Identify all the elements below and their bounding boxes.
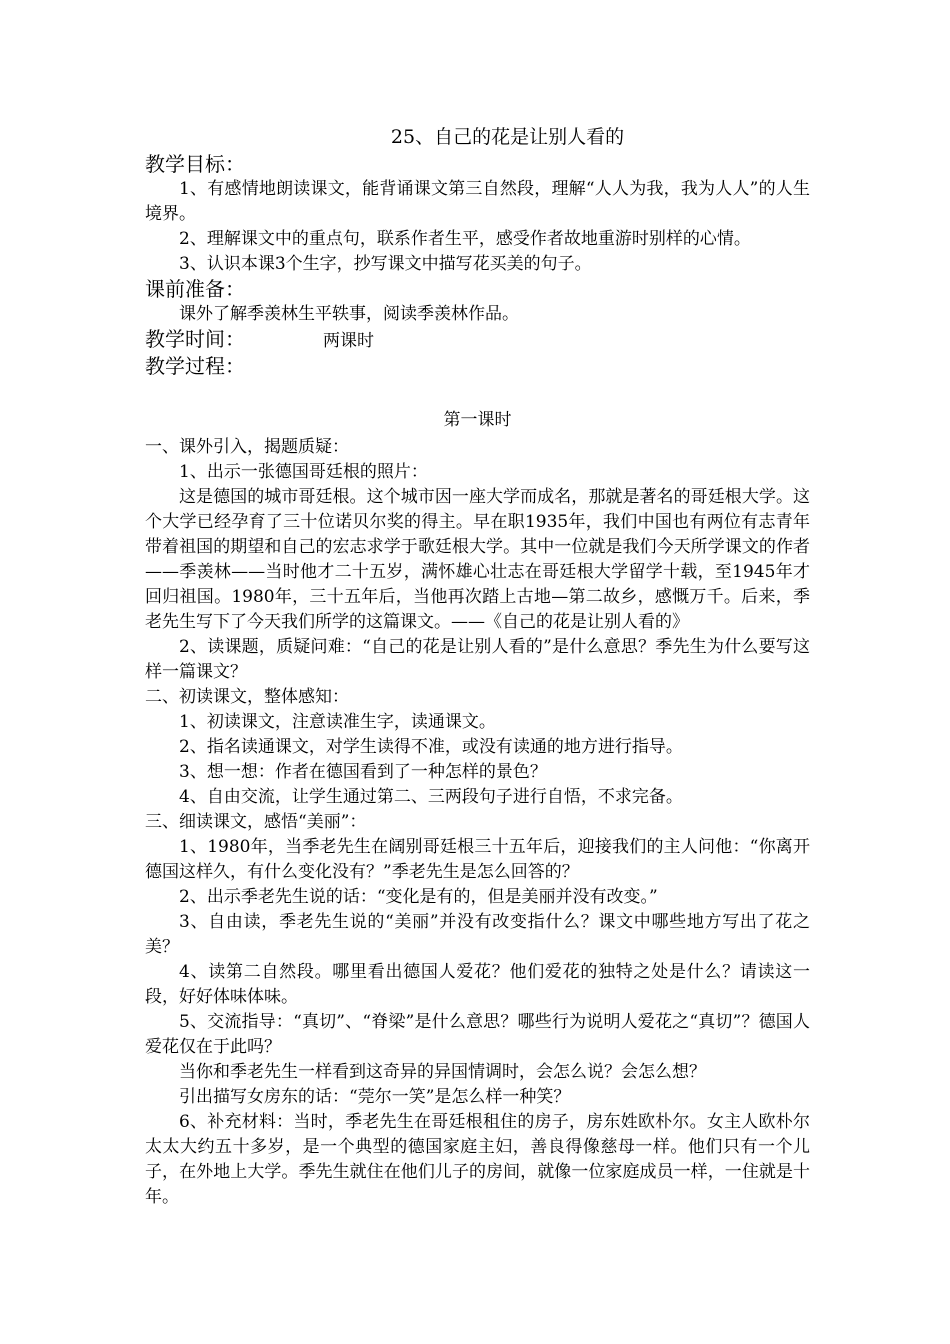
objectives-heading: 教学目标： bbox=[145, 152, 245, 176]
prep-text: 课外了解季羡林生平轶事，阅读季羡林作品。 bbox=[179, 304, 519, 324]
teaching-time-value: 两课时 bbox=[323, 331, 374, 351]
paragraph: 当你和季老先生一样看到这奇异的异国情调时，会怎么说？会怎么想？ bbox=[179, 1062, 706, 1082]
objective-item: 3、认识本课3个生字，抄写课文中描写花买美的句子。 bbox=[179, 254, 592, 274]
paragraph: 引出描写女房东的话：“莞尔一笑”是怎么样一种笑？ bbox=[179, 1087, 571, 1107]
paragraph: 1、初读课文，注意读准生字，读通课文。 bbox=[179, 712, 496, 732]
document-content bbox=[145, 122, 810, 1210]
paragraph: 2、读课题，质疑问难：“自己的花是让别人看的”是什么意思？季先生为什么要写这样一篇课文？ bbox=[145, 637, 810, 682]
objective-item: 2、理解课文中的重点句，联系作者生平，感受作者故地重游时别样的心情。 bbox=[179, 229, 751, 249]
section-heading: 三、细读课文，感悟“美丽”： bbox=[145, 812, 367, 832]
paragraph: 3、想一想：作者在德国看到了一种怎样的景色？ bbox=[179, 762, 547, 782]
paragraph: 4、自由交流，让学生通过第二、三两段句子进行自悟，不求完备。 bbox=[179, 787, 683, 807]
paragraph: 3、自由读，季老先生说的“美丽”并没有改变指什么？课文中哪些地方写出了花之美？ bbox=[145, 912, 810, 957]
section-heading: 一、课外引入，揭题质疑： bbox=[145, 437, 349, 457]
teaching-time bbox=[145, 327, 810, 354]
process-heading: 教学过程： bbox=[145, 354, 245, 378]
teaching-time-label: 教学时间： bbox=[145, 327, 245, 351]
objective-item: 1、有感情地朗读课文，能背诵课文第三自然段，理解“人人为我，我为人人”的人生境界。 bbox=[145, 179, 810, 224]
paragraph: 4、读第二自然段。哪里看出德国人爱花？他们爱花的独特之处是什么？请读这一段，好好体味体味。 bbox=[145, 962, 810, 1007]
paragraph: 1、1980年，当季老先生在阔别哥廷根三十五年后，迎接我们的主人问他：“你离开德国这样久，有什么变化没有？”季老先生是怎么回答的？ bbox=[145, 837, 810, 882]
paragraph: 1、出示一张德国哥廷根的照片： bbox=[179, 462, 428, 482]
page-title: 25、自己的花是让别人看的 bbox=[390, 126, 625, 148]
paragraph: 2、指名读通课文，对学生读得不准，或没有读通的地方进行指导。 bbox=[179, 737, 683, 757]
prep-heading: 课前准备： bbox=[145, 277, 245, 301]
section-heading: 二、初读课文，整体感知： bbox=[145, 687, 349, 707]
paragraph: 2、出示季老先生说的话：“变化是有的，但是美丽并没有改变。” bbox=[179, 887, 658, 907]
paragraph: 5、交流指导：“真切”、“脊梁”是什么意思？哪些行为说明人爱花之“真切”？德国人爱花仅在于此吗？ bbox=[145, 1012, 810, 1057]
paragraph: 这是德国的城市哥廷根。这个城市因一座大学而成名，那就是著名的哥廷根大学。这个大学已经孕育了三十位诺贝尔奖的得主。早在职1935年，我们中国也有两位有志青年带着祖国的期望和自己的宏志求学于歌廷根大学。其中一位就是我们今天所学课文的作者——季羡林——当时他才二十五岁，满怀雄心壮志在哥廷根大学留学十载，至1945年才回归祖国。1980年，三十五年后，当他再次踏上古地—第二故乡，感慨万千。后来，季老先生写下了今天我们所学的这篇课文。——《自己的花是让别人看的》 bbox=[145, 487, 810, 632]
session-heading: 第一课时 bbox=[443, 410, 512, 430]
paragraph: 6、补充材料：当时，季老先生在哥廷根租住的房子，房东姓欧朴尔。女主人欧朴尔太太大约五十多岁，是一个典型的德国家庭主妇，善良得像慈母一样。他们只有一个儿子，在外地上大学。季先生就住在他们儿子的房间，就像一位家庭成员一样，一住就是十年。 bbox=[145, 1112, 810, 1207]
